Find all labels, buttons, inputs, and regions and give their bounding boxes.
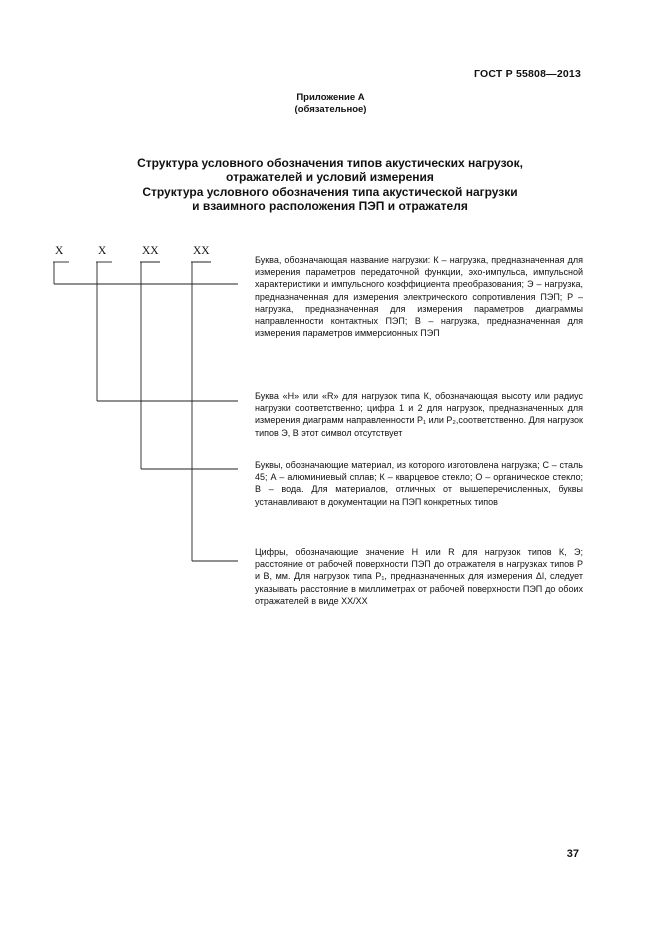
description-block-4: [255, 546, 583, 607]
title-line: Структура условного обозначения типов акустических нагрузок,: [137, 156, 523, 170]
description-text: Буква, обозначающая название нагрузки: К – нагрузка, предназначенная для измерения параметров передаточной функции, эхо-импульса, импульсной характеристики и импульсного коэффициента преобразования; Э – нагрузка, предназначенная для измерения электрического сопротивления ПЭП; Р – нагрузка, предназначенная для измерения параметров диаграммы направленности контактных ПЭП; В – нагрузка, предназначенная для измерения параметров иммерсионных ПЭП: [255, 255, 583, 339]
title-line: отражателей и условий измерения: [226, 170, 434, 185]
symbol-position-1: X: [55, 245, 64, 257]
symbol-position-3: XX: [142, 245, 159, 257]
page-number: 37: [566, 848, 579, 860]
symbol-position-4: XX: [193, 245, 210, 257]
symbol-position-2: X: [98, 245, 107, 257]
description-block-3: [255, 459, 583, 508]
annex-title: Приложение А: [296, 92, 365, 103]
annex-status: (обязательное): [294, 104, 367, 115]
description-block-2: [255, 390, 583, 439]
title-line: Структура условного обозначения типа акустической нагрузки: [142, 184, 518, 199]
description-block-1: [255, 254, 583, 339]
title-line: и взаимного расположения ПЭП и отражателя: [192, 199, 468, 214]
document-number: ГОСТ Р 55808—2013: [473, 68, 581, 80]
description-text: Буква «Н» или «R» для нагрузок типа К, обозначающая высоту или радиус нагрузки соответственно; цифра 1 и 2 для нагрузок, предназначенных для измерения диаграмм направленности Р₁ или Р₂,соответственно. Для нагрузок типов Э, В этот символ отсутствует: [255, 391, 583, 438]
description-text: Буквы, обозначающие материал, из которого изготовлена нагрузка; С – сталь 45; А – алюминиевый сплав; К – кварцевое стекло; О – органическое стекло; В – вода. Для материалов, отличных от вышеперечисленных, буквы устанавливают в документации на ПЭП конкретных типов: [255, 460, 583, 507]
description-text: Цифры, обозначающие значение Н или R для нагрузок типов К, Э; расстояние от рабочей поверхности ПЭП до отражателя в нагрузках типов Р и В, мм. Для нагрузок типа Р₁, предназначенных для измерения Δl, следует указывать расстояние в миллиметрах от рабочей поверхности ПЭП до обоих отражателей в виде XX/XX: [255, 547, 583, 606]
